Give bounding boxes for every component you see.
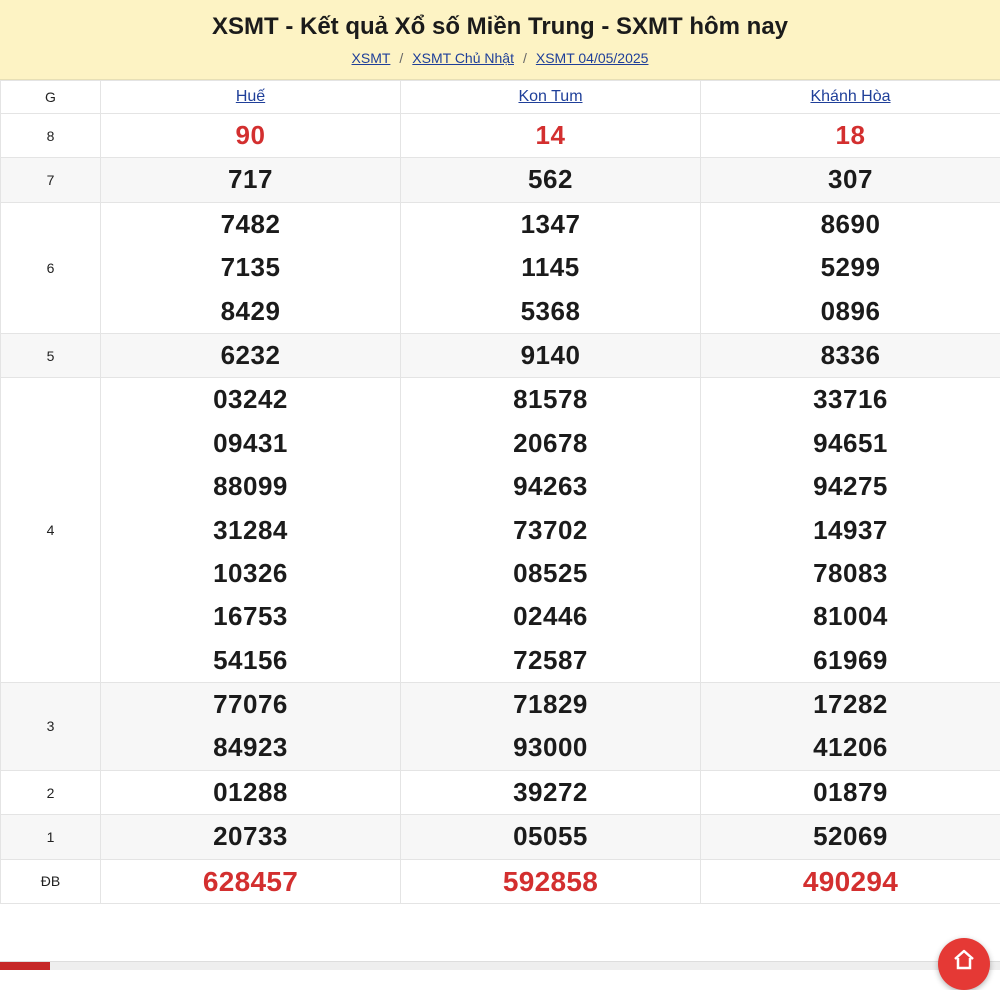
prize-number: 81578	[401, 378, 700, 421]
result-cell	[101, 859, 401, 903]
prize-number: 72587	[401, 639, 700, 682]
prize-number: 05055	[401, 815, 700, 858]
province-link-khanh-hoa[interactable]: Khánh Hòa	[810, 88, 890, 105]
special-prize-number: 490294	[701, 860, 1000, 903]
prize-row	[1, 378, 1000, 683]
breadcrumb	[0, 50, 1000, 66]
home-icon	[952, 948, 976, 972]
result-cell	[701, 158, 1000, 202]
prize-label: 4	[1, 378, 101, 683]
breadcrumb-link-date[interactable]: XSMT 04/05/2025	[536, 50, 649, 66]
prize-number: 52069	[701, 815, 1000, 858]
result-cell	[701, 859, 1000, 903]
result-cell	[401, 114, 701, 158]
result-cell	[401, 859, 701, 903]
result-cell	[101, 158, 401, 202]
prize-number: 33716	[701, 378, 1000, 421]
prize-number: 16753	[101, 595, 400, 638]
prize-row	[1, 158, 1000, 202]
prize-number: 31284	[101, 509, 400, 552]
province-header	[101, 81, 401, 114]
page-title: XSMT - Kết quả Xổ số Miền Trung - SXMT hôm nay	[0, 0, 1000, 42]
prize-number: 41206	[701, 726, 1000, 769]
prize-number: 562	[401, 158, 700, 201]
home-button[interactable]	[938, 938, 990, 990]
prize-number: 5368	[401, 290, 700, 333]
prize-number: 1347	[401, 203, 700, 246]
result-cell	[101, 378, 401, 683]
prize-label: 6	[1, 202, 101, 333]
prize-number: 61969	[701, 639, 1000, 682]
prize-row	[1, 333, 1000, 377]
result-cell	[101, 202, 401, 333]
prize-number: 54156	[101, 639, 400, 682]
special-prize-number: 592858	[401, 860, 700, 903]
result-cell	[101, 770, 401, 814]
prize-label: 5	[1, 333, 101, 377]
prize-number: 717	[101, 158, 400, 201]
result-cell	[701, 683, 1000, 771]
prize-number: 01288	[101, 771, 400, 814]
prize-row	[1, 202, 1000, 333]
result-cell	[101, 683, 401, 771]
prize-number: 39272	[401, 771, 700, 814]
prize-number: 5299	[701, 246, 1000, 289]
result-cell	[101, 815, 401, 859]
table-header-row	[1, 81, 1000, 114]
prize-number: 02446	[401, 595, 700, 638]
prize-number: 71829	[401, 683, 700, 726]
prize-label: 3	[1, 683, 101, 771]
prize-number: 14	[401, 114, 700, 157]
result-cell	[101, 114, 401, 158]
prize-label: 7	[1, 158, 101, 202]
prize-label: 8	[1, 114, 101, 158]
prize-number: 94263	[401, 465, 700, 508]
prize-number: 90	[101, 114, 400, 157]
prize-number: 03242	[101, 378, 400, 421]
result-cell	[401, 333, 701, 377]
result-cell	[401, 815, 701, 859]
prize-row	[1, 815, 1000, 859]
prize-number: 0896	[701, 290, 1000, 333]
result-cell	[701, 815, 1000, 859]
prize-number: 7482	[101, 203, 400, 246]
prize-number: 84923	[101, 726, 400, 769]
bottom-tab-bar	[0, 961, 1000, 970]
prize-label: 2	[1, 770, 101, 814]
prize-number: 6232	[101, 334, 400, 377]
province-link-hue[interactable]: Huế	[236, 88, 265, 105]
page-header	[0, 0, 1000, 80]
result-cell	[401, 770, 701, 814]
prize-label: 1	[1, 815, 101, 859]
prize-number: 8690	[701, 203, 1000, 246]
prize-number: 08525	[401, 552, 700, 595]
prize-number: 14937	[701, 509, 1000, 552]
breadcrumb-separator: /	[523, 50, 527, 66]
prize-number: 77076	[101, 683, 400, 726]
prize-label: ĐB	[1, 859, 101, 903]
province-header	[401, 81, 701, 114]
prize-number: 1145	[401, 246, 700, 289]
results-table	[0, 80, 1000, 904]
province-link-kon-tum[interactable]: Kon Tum	[518, 88, 582, 105]
result-cell	[701, 770, 1000, 814]
special-prize-number: 628457	[101, 860, 400, 903]
result-cell	[401, 202, 701, 333]
prize-number: 20678	[401, 422, 700, 465]
prize-number: 73702	[401, 509, 700, 552]
prize-number: 10326	[101, 552, 400, 595]
prize-number: 7135	[101, 246, 400, 289]
result-cell	[701, 378, 1000, 683]
prize-number: 8336	[701, 334, 1000, 377]
prize-number: 307	[701, 158, 1000, 201]
breadcrumb-separator: /	[399, 50, 403, 66]
result-cell	[701, 202, 1000, 333]
prize-number: 78083	[701, 552, 1000, 595]
breadcrumb-link-xsmt[interactable]: XSMT	[352, 50, 391, 66]
result-cell	[101, 333, 401, 377]
active-tab-indicator[interactable]	[0, 962, 50, 970]
prize-row	[1, 859, 1000, 903]
prize-number: 81004	[701, 595, 1000, 638]
result-cell	[701, 333, 1000, 377]
prize-number: 93000	[401, 726, 700, 769]
prize-number: 17282	[701, 683, 1000, 726]
prize-number: 88099	[101, 465, 400, 508]
prize-number: 94275	[701, 465, 1000, 508]
prize-number: 18	[701, 114, 1000, 157]
prize-row	[1, 114, 1000, 158]
result-cell	[401, 683, 701, 771]
prize-number: 20733	[101, 815, 400, 858]
prize-column-header: G	[1, 81, 101, 114]
results-body	[1, 114, 1000, 904]
prize-row	[1, 770, 1000, 814]
result-cell	[701, 114, 1000, 158]
prize-row	[1, 683, 1000, 771]
province-header	[701, 81, 1000, 114]
result-cell	[401, 378, 701, 683]
breadcrumb-link-sunday[interactable]: XSMT Chủ Nhật	[412, 50, 514, 66]
prize-number: 94651	[701, 422, 1000, 465]
prize-number: 01879	[701, 771, 1000, 814]
prize-number: 8429	[101, 290, 400, 333]
result-cell	[401, 158, 701, 202]
prize-number: 9140	[401, 334, 700, 377]
prize-number: 09431	[101, 422, 400, 465]
